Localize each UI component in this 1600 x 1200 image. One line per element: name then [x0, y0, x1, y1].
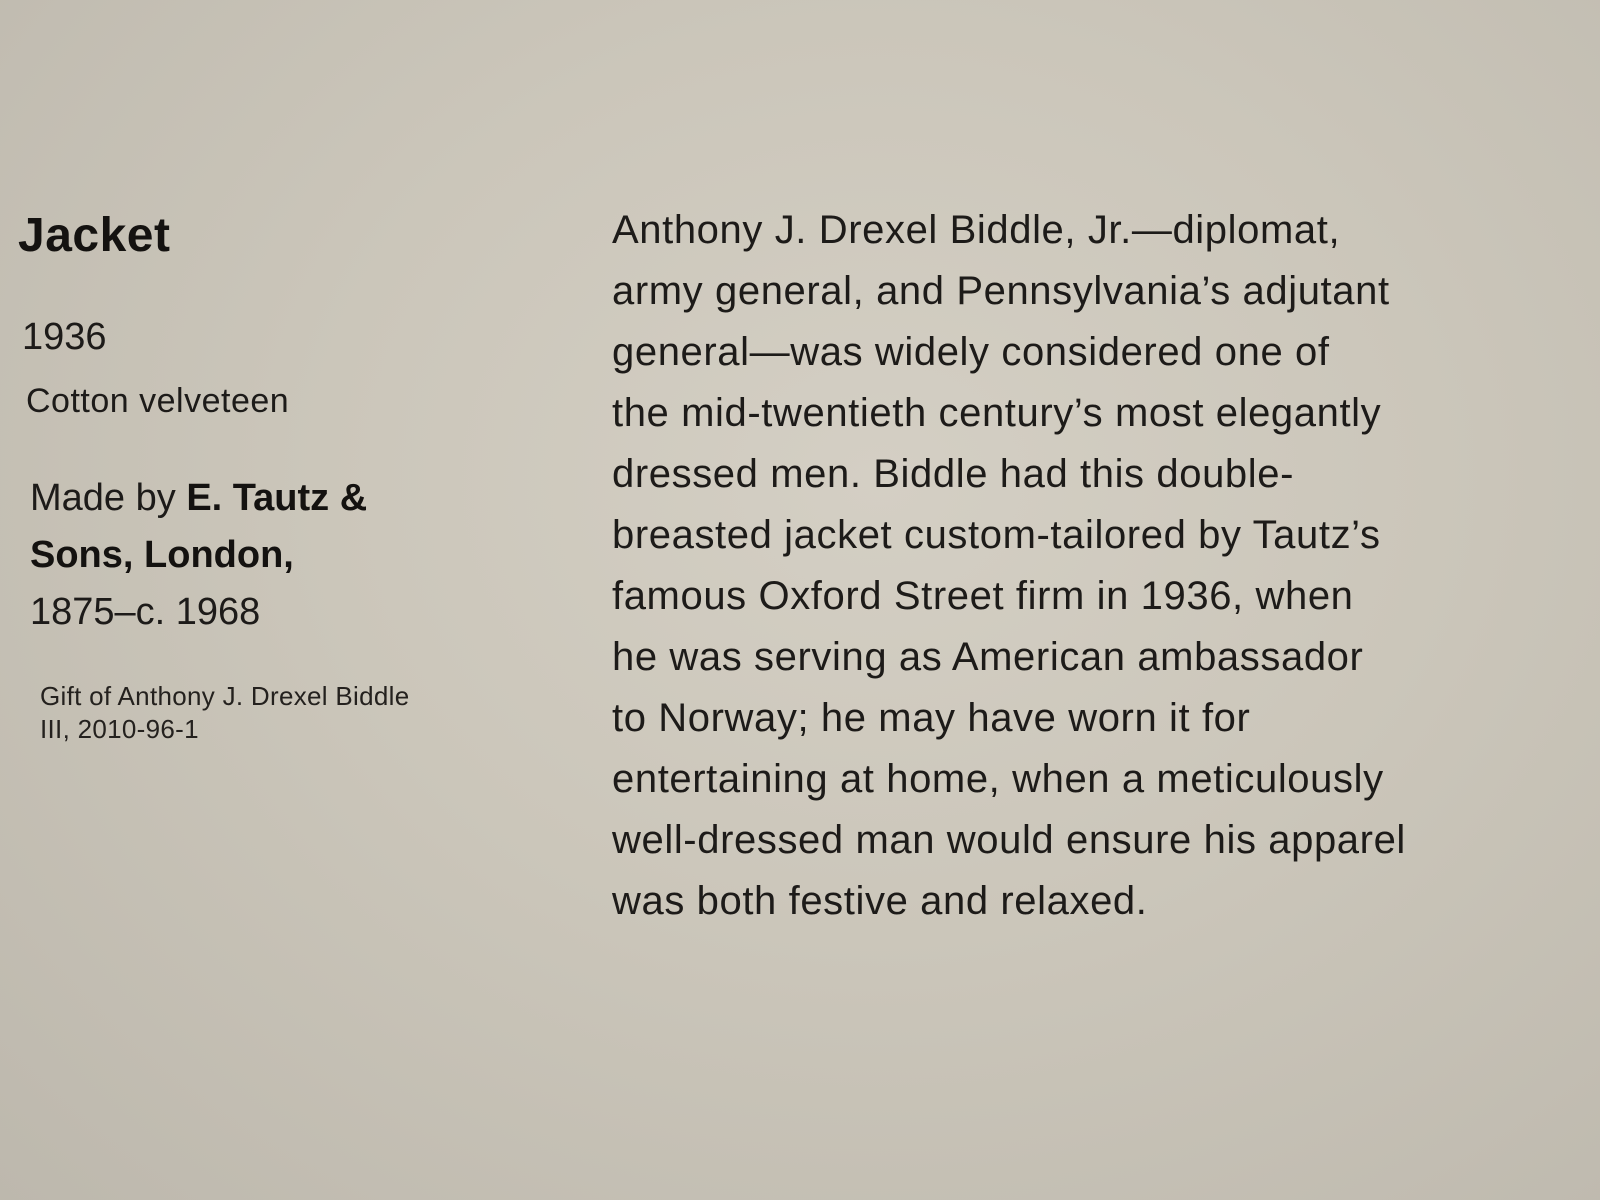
maker-prefix: Made by: [30, 477, 187, 519]
description-line: famous Oxford Street firm in 1936, when: [612, 574, 1354, 618]
description-line: dressed men. Biddle had this double-: [612, 452, 1295, 496]
credit-line: [40, 680, 540, 746]
description-line: breasted jacket custom-tailored by Tautz’s: [612, 513, 1381, 557]
description-line: to Norway; he may have worn it for: [612, 696, 1251, 740]
description-line: he was serving as American ambassador: [612, 635, 1364, 679]
maker-name-line2: Sons, London,: [30, 534, 294, 576]
object-title: Jacket: [18, 209, 171, 262]
credit-line-1: Gift of Anthony J. Drexel Biddle: [40, 681, 410, 711]
description-line: Anthony J. Drexel Biddle, Jr.—diplomat,: [612, 208, 1341, 252]
maker-name-line1: E. Tautz &: [186, 477, 368, 519]
description-line: general—was widely considered one of: [612, 330, 1330, 374]
object-description: [612, 200, 1572, 932]
description-line: was both festive and relaxed.: [612, 879, 1148, 923]
maker-attribution: [30, 470, 490, 641]
object-medium: Cotton velveteen: [26, 382, 290, 420]
credit-line-2: III, 2010-96-1: [40, 714, 199, 744]
description-line: the mid-twentieth century’s most elegantly: [612, 391, 1382, 435]
description-line: army general, and Pennsylvania’s adjutant: [612, 269, 1390, 313]
description-line: well-dressed man would ensure his apparel: [612, 818, 1406, 862]
description-line: entertaining at home, when a meticulously: [612, 757, 1384, 801]
object-date: 1936: [22, 316, 107, 358]
maker-dates: 1875–c. 1968: [30, 591, 261, 633]
